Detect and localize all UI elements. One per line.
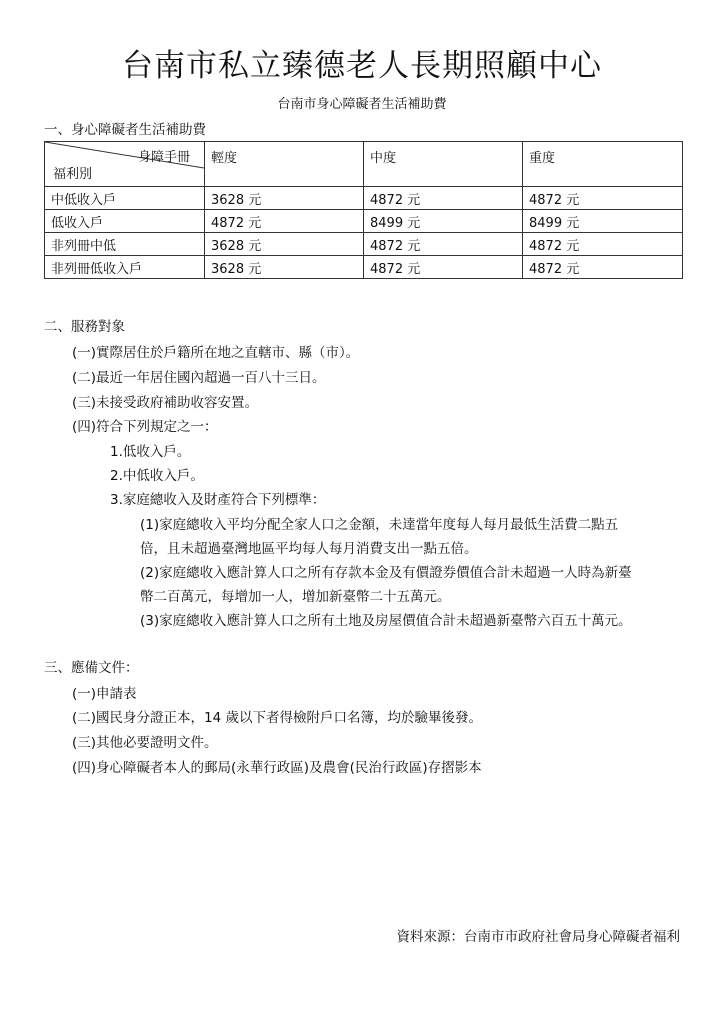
section-heading-subsidy: 一、身心障礙者生活補助費: [44, 122, 206, 138]
table-row: [45, 256, 683, 279]
table-cell: 8499 元: [364, 210, 523, 233]
table-row: [45, 233, 683, 256]
eligibility-sub-item: 2.中低收入戶。: [110, 468, 204, 484]
subsidy-table: [44, 141, 683, 279]
column-header: 重度: [523, 142, 683, 187]
criteria-line: 倍，且未超過臺灣地區平均每人每月消費支出一點五倍。: [140, 541, 478, 557]
document-item: (二)國民身分證正本，14 歲以下者得檢附戶口名簿，均於驗畢後發。: [72, 710, 483, 726]
eligibility-item: (三)未接受政府補助收容安置。: [72, 395, 259, 411]
table-row: [45, 187, 683, 210]
column-header: 中度: [364, 142, 523, 187]
criteria-line: (1)家庭總收入平均分配全家人口之金額，未達當年度每人每月最低生活費二點五: [140, 517, 619, 533]
row-label: 非列冊低收入戶: [45, 256, 205, 279]
table-header-row: [45, 142, 683, 187]
eligibility-sub-item: 3.家庭總收入及財產符合下列標準：: [110, 492, 326, 508]
table-cell: 3628 元: [205, 256, 364, 279]
table-corner-cell: [45, 142, 205, 187]
corner-bottom-label: 福利別: [53, 167, 93, 182]
source-note: 資料來源：台南市市政府社會局身心障礙者福利: [396, 929, 680, 945]
table-cell: 3628 元: [205, 233, 364, 256]
page-subtitle: 台南市身心障礙者生活補助費: [277, 97, 447, 112]
eligibility-item: (四)符合下列規定之一：: [72, 419, 218, 435]
table-cell: 4872 元: [364, 233, 523, 256]
document-item: (四)身心障礙者本人的郵局(永華行政區)及農會(民治行政區)存摺影本: [72, 760, 482, 776]
page-title: 台南市私立臻德老人長期照顧中心: [122, 48, 602, 84]
row-label: 非列冊中低: [45, 233, 205, 256]
table-cell: 4872 元: [523, 256, 683, 279]
table-cell: 4872 元: [364, 187, 523, 210]
document-item: (三)其他必要證明文件。: [72, 735, 218, 751]
table-cell: 4872 元: [205, 210, 364, 233]
row-label: 中低收入戶: [45, 187, 205, 210]
table-cell: 4872 元: [523, 187, 683, 210]
criteria-line: 幣二百萬元，每增加一人，增加新臺幣二十五萬元。: [140, 589, 451, 605]
corner-top-label: 身障手冊: [137, 150, 190, 165]
section-heading-documents: 三、應備文件：: [44, 660, 139, 676]
table-cell: 4872 元: [364, 256, 523, 279]
criteria-line: (3)家庭總收入應計算人口之所有土地及房屋價值合計未超過新臺幣六百五十萬元。: [140, 613, 632, 629]
eligibility-item: (二)最近一年居住國內超過一百八十三日。: [72, 370, 326, 386]
column-header: 輕度: [205, 142, 364, 187]
table-cell: 4872 元: [523, 233, 683, 256]
eligibility-item: (一)實際居住於戶籍所在地之直轄市、縣（市）。: [72, 345, 360, 361]
table-cell: 8499 元: [523, 210, 683, 233]
table-cell: 3628 元: [205, 187, 364, 210]
criteria-line: (2)家庭總收入應計算人口之所有存款本金及有價證券價值合計未超過一人時為新臺: [140, 565, 632, 581]
row-label: 低收入戶: [45, 210, 205, 233]
document-item: (一)申請表: [72, 686, 137, 702]
table-row: [45, 210, 683, 233]
section-heading-eligibility: 二、服務對象: [44, 319, 125, 335]
eligibility-sub-item: 1.低收入戶。: [110, 444, 191, 460]
